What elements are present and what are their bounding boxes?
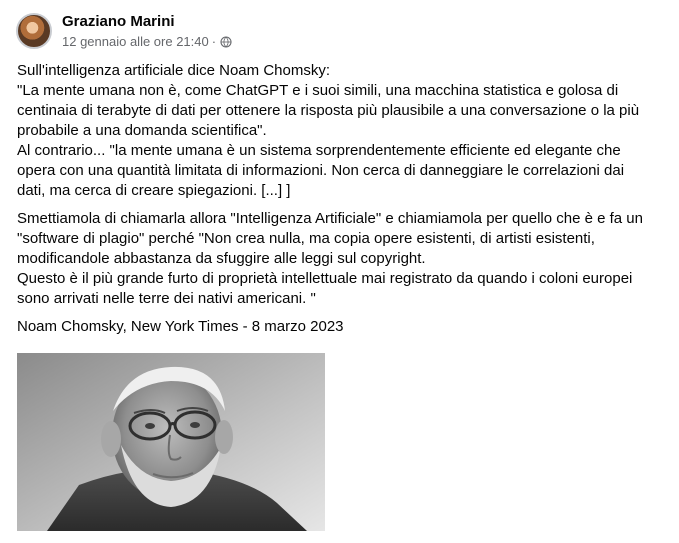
post-line: Sull'intelligenza artificiale dice Noam Chomsky: [17,62,330,79]
post-line: sono arrivati nelle terre dei nativi americani. " [17,290,316,307]
post-line: "La mente umana non è, come ChatGPT e i suoi simili, una macchina statistica e golosa di [17,82,619,99]
post-line: Questo è il più grande furto di proprietà intellettuale mai registrato da quando i coloni europei [17,270,633,287]
post-photo[interactable] [17,353,325,531]
globe-icon[interactable] [220,36,232,48]
post-line: Al contrario... "la mente umana è un sistema sorprendentemente efficiente ed elegante che [17,142,621,159]
post-line: "software di plagio" perché "Non crea nulla, ma copia opere esistenti, di artisti esistenti, [17,230,595,247]
post-paragraph-1 [17,61,667,201]
post-line: centinaia di terabyte di dati per ottenere la risposta più plausibile a una conversazione o la più [17,102,640,119]
post-line: Smettiamola di chiamarla allora "Intelligenza Artificiale" e chiamiamola per quello che è e fa un [17,210,643,227]
post-line: modificandole abbastanza da sfuggire alle leggi sul copyright. [17,250,426,267]
post-line: Noam Chomsky, New York Times - 8 marzo 2023 [17,318,344,335]
post-meta [62,13,232,50]
post-line: probabile a una domanda scientifica". [17,122,267,139]
post-subline [62,34,232,50]
post-paragraph-2 [17,209,667,309]
post-timestamp[interactable]: 12 gennaio alle ore 21:40 [62,33,209,49]
post-line: opera con una quantità limitata di informazioni. Non cerca di danneggiare le correlazioni dai [17,162,625,179]
author-name[interactable]: Graziano Marini [62,12,175,30]
post-header [16,11,232,51]
post-paragraph-3 [17,317,667,337]
portrait-image [17,353,325,531]
separator-dot: · [211,33,217,49]
post-line: dati, ma cerca di creare spiegazioni. [...] ] [17,182,291,199]
post-text [17,61,667,345]
author-avatar[interactable] [16,13,52,49]
